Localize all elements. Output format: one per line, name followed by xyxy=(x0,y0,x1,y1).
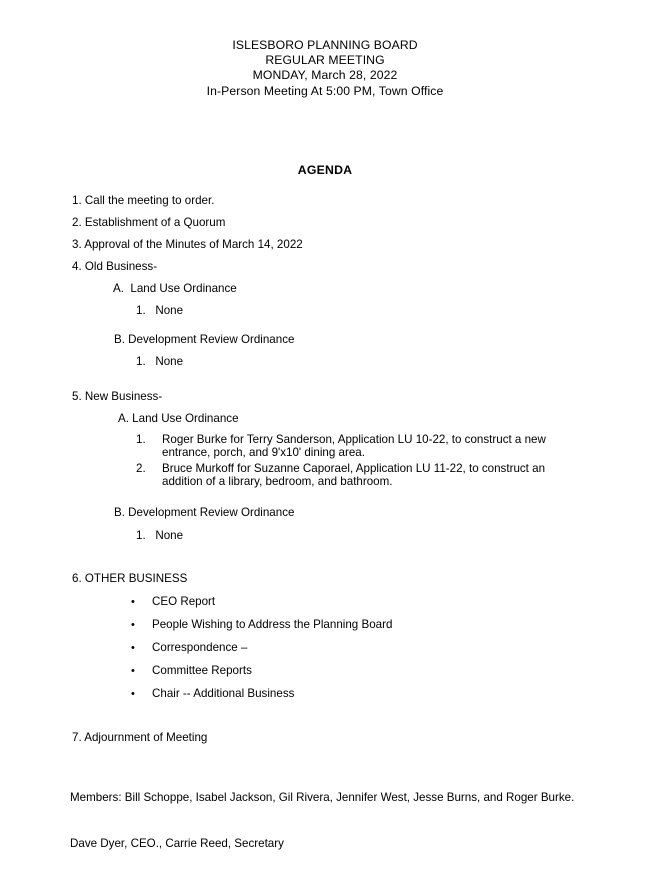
other-business-bullet-5-label: Chair -- Additional Business xyxy=(152,687,295,700)
agenda-item-4b1: 1. None xyxy=(136,355,184,368)
bullet-icon: • xyxy=(131,596,135,608)
other-business-bullet-4-label: Committee Reports xyxy=(152,664,252,677)
agenda-item-5: 5. New Business- xyxy=(72,390,163,403)
agenda-item-5a2 xyxy=(136,462,587,488)
members-footer xyxy=(70,760,574,882)
agenda-item-1: 1. Call the meeting to order. xyxy=(72,194,215,207)
header-line-date: MONDAY, March 28, 2022 xyxy=(252,68,398,83)
other-business-bullet-3-label: Correspondence – xyxy=(152,641,248,654)
agenda-item-5b: B. Development Review Ordinance xyxy=(114,506,295,519)
bullet-icon: • xyxy=(131,665,135,677)
other-business-bullet-3 xyxy=(131,641,247,656)
agenda-item-5a2-number: 2. xyxy=(136,462,146,475)
other-business-bullet-4 xyxy=(131,664,252,679)
agenda-item-2: 2. Establishment of a Quorum xyxy=(72,216,226,229)
other-business-bullet-5 xyxy=(131,687,294,702)
agenda-item-4a: A. Land Use Ordinance xyxy=(113,282,237,295)
other-business-bullet-2-label: People Wishing to Address the Planning Board xyxy=(152,618,393,631)
bullet-icon: • xyxy=(131,688,135,700)
page-title: AGENDA xyxy=(297,163,353,177)
bullet-icon: • xyxy=(131,642,135,654)
members-footer-line-2: Dave Dyer, CEO., Carrie Reed, Secretary xyxy=(70,837,284,851)
other-business-bullet-1-label: CEO Report xyxy=(152,595,216,608)
members-footer-line-1: Members: Bill Schoppe, Isabel Jackson, Gil Rivera, Jennifer West, Jesse Burns, and Roger Burke. xyxy=(70,791,575,805)
other-business-bullet-1 xyxy=(131,595,215,610)
agenda-item-5a: A. Land Use Ordinance xyxy=(118,412,239,425)
agenda-item-4b: B. Development Review Ordinance xyxy=(114,333,295,346)
header-line-location: In-Person Meeting At 5:00 PM, Town Office xyxy=(206,83,444,98)
agenda-item-5b1: 1. None xyxy=(136,529,184,542)
agenda-item-4a1: 1. None xyxy=(136,304,184,317)
agenda-item-5a1 xyxy=(136,433,587,459)
agenda-item-6: 6. OTHER BUSINESS xyxy=(72,572,188,585)
agenda-item-5a2-text: Bruce Murkoff for Suzanne Caporael, Application LU 11-22, to construct an addition of a library, bedroom, and bathroom. xyxy=(162,462,546,489)
meeting-header xyxy=(0,38,650,99)
agenda-item-7: 7. Adjournment of Meeting xyxy=(72,731,208,744)
other-business-bullet-2 xyxy=(131,618,392,633)
agenda-item-4: 4. Old Business- xyxy=(72,260,158,273)
agenda-item-3: 3. Approval of the Minutes of March 14, 2022 xyxy=(72,238,303,251)
agenda-item-5a1-text: Roger Burke for Terry Sanderson, Application LU 10-22, to construct a new entrance, porch, and 9'x10' dining area. xyxy=(162,433,546,460)
header-line-organization: ISLESBORO PLANNING BOARD xyxy=(232,38,418,52)
header-line-meeting-type: REGULAR MEETING xyxy=(265,53,385,68)
agenda-item-5a1-number: 1. xyxy=(136,433,146,446)
bullet-icon: • xyxy=(131,619,135,631)
